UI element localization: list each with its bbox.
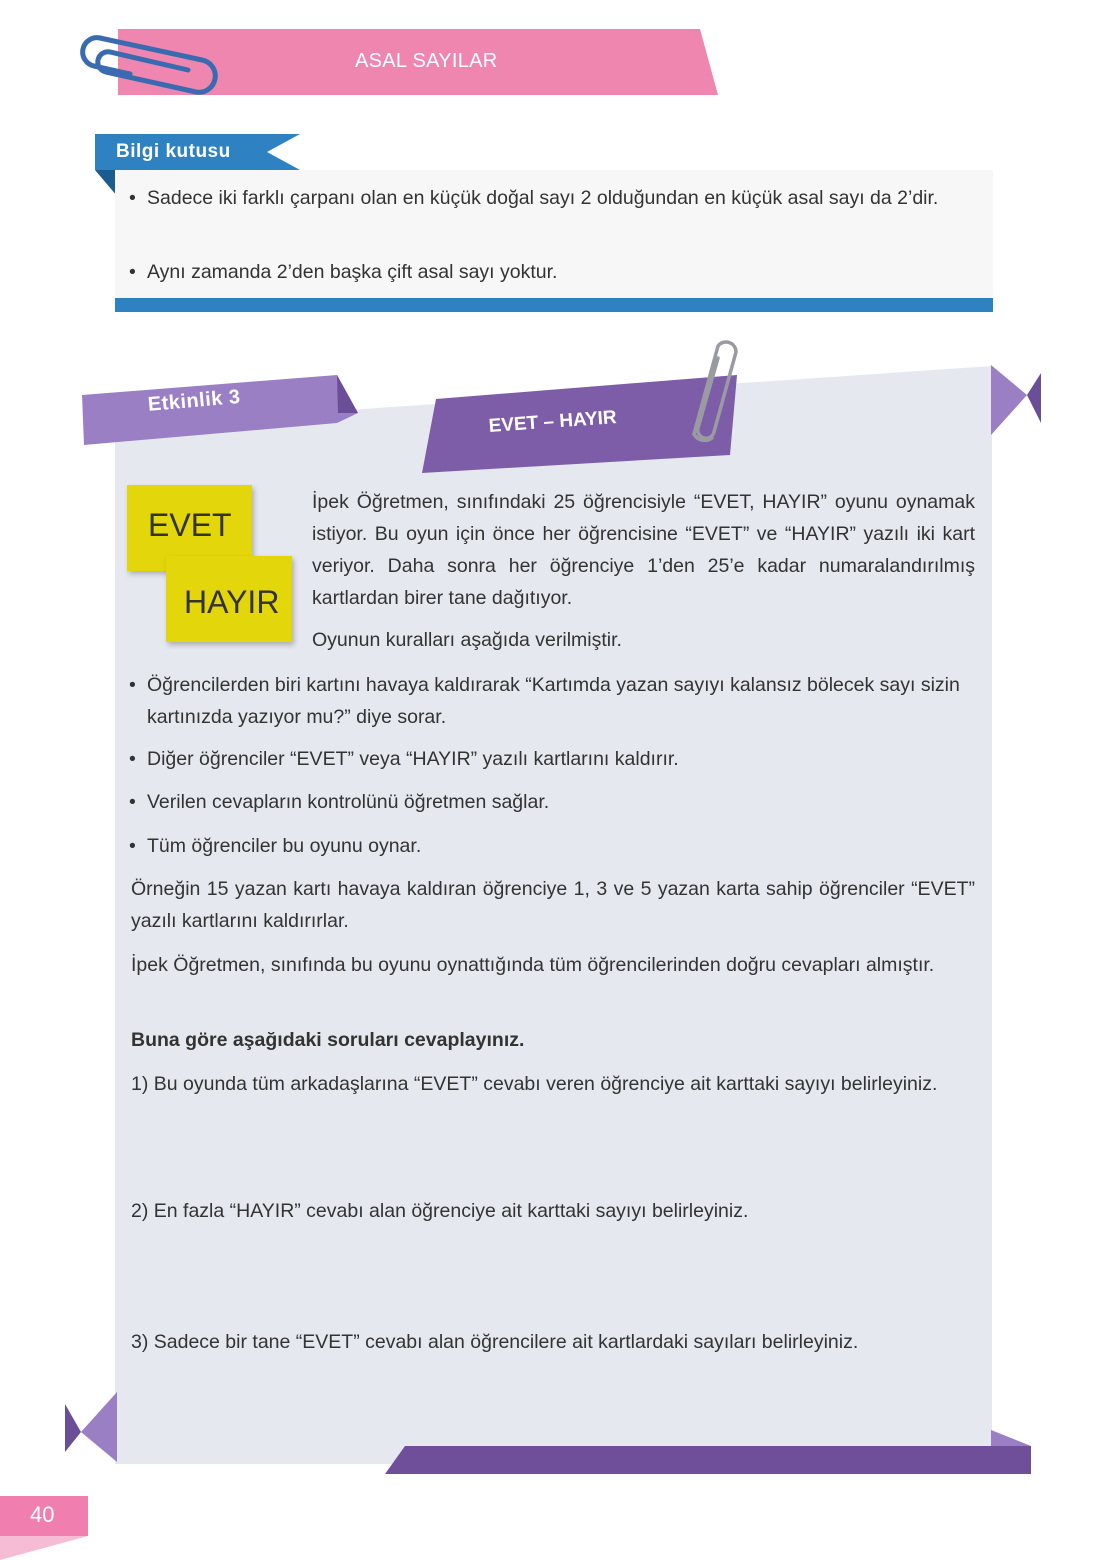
rule-item: • Tüm öğrenciler bu oyunu oynar. bbox=[129, 830, 975, 862]
rule-item: • Verilen cevapların kontrolünü öğretmen sağlar. bbox=[129, 786, 975, 818]
result-paragraph: İpek Öğretmen, sınıfında bu oyunu oynattığında tüm öğrencilerinden doğru cevapları almıştır. bbox=[131, 954, 935, 976]
rule-text: Öğrencilerden biri kartını havaya kaldırarak “Kartımda yazan sayıyı kalansız bölecek sayı sizin kartınızda yazıyor mu?” diye sorar. bbox=[147, 674, 960, 728]
rule-item: • Öğrencilerden biri kartını havaya kaldırarak “Kartımda yazan sayıyı kalansız bölecek sayı sizin kartınızda yazıyor mu?” diye sorar. bbox=[129, 669, 975, 733]
paperclip-icon bbox=[682, 338, 738, 442]
info-bullet: • Aynı zamanda 2’den başka çift asal sayı yoktur. bbox=[129, 256, 975, 288]
instruction: Buna göre aşağıdaki soruları cevaplayınız. bbox=[131, 1029, 525, 1051]
info-bullet-text: Aynı zamanda 2’den başka çift asal sayı yoktur. bbox=[147, 261, 558, 283]
rule-text: Verilen cevapların kontrolünü öğretmen sağlar. bbox=[147, 791, 550, 813]
rule-text: Diğer öğrenciler “EVET” veya “HAYIR” yazılı kartlarını kaldırır. bbox=[147, 748, 679, 770]
info-bullet: • Sadece iki farklı çarpanı olan en küçük doğal sayı 2 olduğundan en küçük asal sayı da 2’dir. bbox=[129, 182, 975, 214]
page-number-fold bbox=[0, 1536, 88, 1560]
no-card bbox=[166, 556, 292, 642]
page-number: 40 bbox=[30, 1502, 55, 1527]
activity-intro: İpek Öğretmen, sınıfındaki 25 öğrencisiyle “EVET, HAYIR” oyunu oynamak istiyor. Bu oyun için önce her öğrencisine “EVET” ve “HAYIR” yazılı iki kart veriyor. Daha sonra her öğrenciye 1’den 25’e kadar numaralandırılmış kartlardan birer tane dağıtıyor. bbox=[312, 491, 975, 609]
question-1: 1) Bu oyunda tüm arkadaşlarına “EVET” cevabı veren öğrenciye ait karttaki sayıyı belirleyiniz. bbox=[131, 1073, 938, 1095]
rules-intro: Oyunun kuralları aşağıda verilmiştir. bbox=[312, 629, 622, 651]
paperclip-icon bbox=[70, 18, 230, 98]
corner-ribbon-bottom-left bbox=[65, 1392, 117, 1462]
info-box-underline bbox=[115, 298, 993, 312]
activity-label: Etkinlik 3 bbox=[147, 385, 242, 416]
activity-title: EVET – HAYIR bbox=[488, 407, 618, 437]
info-bullet-text: Sadece iki farklı çarpanı olan en küçük doğal sayı 2 olduğundan en küçük asal sayı da 2’dir. bbox=[147, 187, 939, 209]
question-2: 2) En fazla “HAYIR” cevabı alan öğrenciye ait karttaki sayıyı belirleyiniz. bbox=[131, 1200, 749, 1222]
page-header-title: ASAL SAYILAR bbox=[355, 50, 498, 72]
info-box-tab-fold bbox=[95, 170, 117, 196]
corner-ribbon-top-right bbox=[991, 365, 1041, 437]
rule-text: Tüm öğrenciler bu oyunu oynar. bbox=[147, 835, 422, 857]
rule-item: • Diğer öğrenciler “EVET” veya “HAYIR” yazılı kartlarını kaldırır. bbox=[129, 743, 975, 775]
yes-card-label: EVET bbox=[148, 507, 232, 543]
no-card-label: HAYIR bbox=[184, 584, 280, 620]
question-3: 3) Sadece bir tane “EVET” cevabı alan öğrencilere ait kartlardaki sayıları belirleyiniz. bbox=[131, 1331, 859, 1353]
example-paragraph: Örneğin 15 yazan kartı havaya kaldıran öğrenciye 1, 3 ve 5 yazan karta sahip öğrenciler “EVET” yazılı kartlarını kaldırırlar. bbox=[131, 878, 975, 932]
info-box-title: Bilgi kutusu bbox=[116, 141, 231, 162]
bottom-ribbon bbox=[385, 1430, 1031, 1476]
